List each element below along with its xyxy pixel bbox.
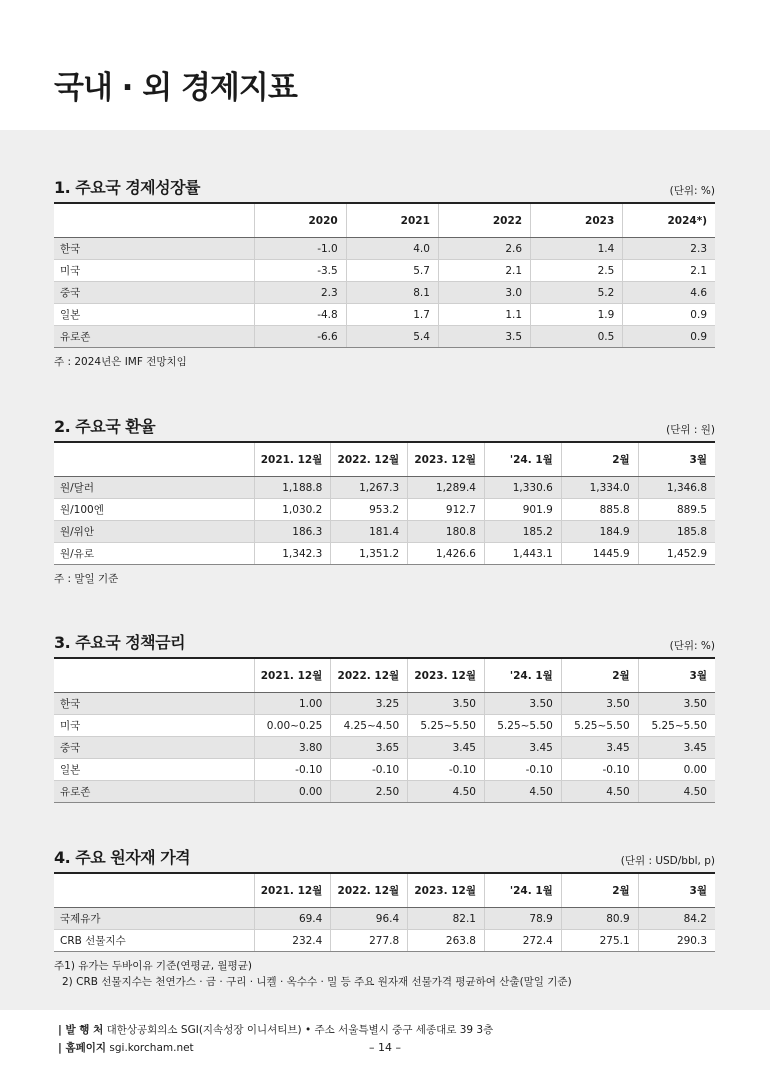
table-cell: 2.6	[438, 238, 530, 260]
unit-label: (단위 : 원)	[666, 424, 715, 436]
table-cell: 1,267.3	[331, 477, 408, 499]
footer-publisher: | 발 행 처 대한상공회의소 SGI(지속성장 이니셔티브) • 주소 서울특별시 중구 세종대로 39 3층	[58, 1024, 494, 1036]
table-cell: 186.3	[254, 521, 331, 543]
table-cell: 2.50	[331, 781, 408, 803]
table-header-row	[54, 442, 715, 477]
table-row	[54, 477, 715, 499]
table-cell: 5.25~5.50	[561, 715, 638, 737]
table-row	[54, 908, 715, 930]
table-cell: 889.5	[638, 499, 715, 521]
table-cell: 290.3	[638, 930, 715, 952]
table-header-row	[54, 873, 715, 908]
table-cell: 185.8	[638, 521, 715, 543]
table-cell: 0.00	[254, 781, 331, 803]
table-cell: 4.50	[408, 781, 485, 803]
table-cell: 84.2	[638, 908, 715, 930]
note-line: 주 : 2024년은 IMF 전망치임	[54, 356, 187, 368]
note-line: 주1) 유가는 두바이유 기준(연평균, 월평균)	[54, 960, 252, 972]
table-note	[54, 958, 715, 990]
row-label: 유로존	[54, 781, 254, 803]
table-cell: 181.4	[331, 521, 408, 543]
table-cell: 3.0	[438, 282, 530, 304]
row-label: 일본	[54, 304, 254, 326]
column-header: 2023	[531, 203, 623, 238]
page-number: – 14 –	[369, 1041, 401, 1054]
table-cell: 275.1	[561, 930, 638, 952]
data-table	[54, 441, 715, 565]
row-label: 원/달러	[54, 477, 254, 499]
table-cell: 4.50	[484, 781, 561, 803]
column-header: '24. 1월	[484, 442, 561, 477]
table-cell: 4.25~4.50	[331, 715, 408, 737]
table-cell: 0.5	[531, 326, 623, 348]
column-header: 3월	[638, 873, 715, 908]
section-title: 1. 주요국 경제성장률	[54, 178, 200, 197]
table-cell: 885.8	[561, 499, 638, 521]
column-header: 2020	[254, 203, 346, 238]
table-cell: 232.4	[254, 930, 331, 952]
table-cell: -0.10	[484, 759, 561, 781]
table-cell: -0.10	[408, 759, 485, 781]
table-cell: 4.50	[638, 781, 715, 803]
table-cell: -3.5	[254, 260, 346, 282]
table-cell: 4.0	[346, 238, 438, 260]
row-label: 국제유가	[54, 908, 254, 930]
table-cell: 1,030.2	[254, 499, 331, 521]
table-cell: 1,351.2	[331, 543, 408, 565]
data-table	[54, 657, 715, 803]
table-cell: 80.9	[561, 908, 638, 930]
column-header: 2월	[561, 873, 638, 908]
column-header: 3월	[638, 442, 715, 477]
column-header: 2023. 12월	[408, 873, 485, 908]
table-row	[54, 543, 715, 565]
table-cell: -0.10	[254, 759, 331, 781]
table-cell: -1.0	[254, 238, 346, 260]
row-label: 원/100엔	[54, 499, 254, 521]
section-growth-rate	[54, 176, 715, 370]
section-commodity-price	[54, 846, 715, 990]
table-cell: -0.10	[331, 759, 408, 781]
table-header-row	[54, 658, 715, 693]
table-cell: 1.9	[531, 304, 623, 326]
column-header	[54, 203, 254, 238]
column-header: 2023. 12월	[408, 658, 485, 693]
table-cell: 185.2	[484, 521, 561, 543]
table-cell: 69.4	[254, 908, 331, 930]
table-cell: 3.50	[638, 693, 715, 715]
row-label: 미국	[54, 260, 254, 282]
data-table	[54, 202, 715, 348]
section-header	[54, 846, 715, 868]
column-header: 2022. 12월	[331, 442, 408, 477]
table-row	[54, 499, 715, 521]
column-header: 2022. 12월	[331, 658, 408, 693]
unit-label: (단위: %)	[669, 185, 715, 197]
table-cell: 5.25~5.50	[638, 715, 715, 737]
column-header: 2023. 12월	[408, 442, 485, 477]
section-policy-rate	[54, 631, 715, 803]
table-cell: 3.45	[561, 737, 638, 759]
row-label: 중국	[54, 282, 254, 304]
section-title: 2. 주요국 환율	[54, 417, 156, 436]
table-cell: 1,188.8	[254, 477, 331, 499]
table-cell: 277.8	[331, 930, 408, 952]
table-cell: 1,330.6	[484, 477, 561, 499]
column-header: 3월	[638, 658, 715, 693]
table-cell: 180.8	[408, 521, 485, 543]
table-cell: 912.7	[408, 499, 485, 521]
table-cell: 263.8	[408, 930, 485, 952]
table-row	[54, 781, 715, 803]
table-cell: -4.8	[254, 304, 346, 326]
section-header	[54, 631, 715, 653]
column-header	[54, 658, 254, 693]
row-label: 미국	[54, 715, 254, 737]
note-line: 주 : 말일 기준	[54, 573, 119, 585]
table-cell: 5.25~5.50	[408, 715, 485, 737]
row-label: CRB 선물지수	[54, 930, 254, 952]
table-row	[54, 759, 715, 781]
table-cell: 1,289.4	[408, 477, 485, 499]
table-cell: -6.6	[254, 326, 346, 348]
page-title: 국내 · 외 경제지표	[54, 70, 297, 106]
table-cell: 1,426.6	[408, 543, 485, 565]
row-label: 원/위안	[54, 521, 254, 543]
column-header	[54, 873, 254, 908]
table-cell: 5.25~5.50	[484, 715, 561, 737]
table-cell: 1,346.8	[638, 477, 715, 499]
row-label: 일본	[54, 759, 254, 781]
section-exchange-rate	[54, 415, 715, 587]
column-header: 2021	[346, 203, 438, 238]
table-row	[54, 326, 715, 348]
table-cell: 96.4	[331, 908, 408, 930]
column-header: 2021. 12월	[254, 658, 331, 693]
table-cell: 2.1	[623, 260, 715, 282]
table-cell: 2.1	[438, 260, 530, 282]
table-row	[54, 693, 715, 715]
column-header: 2022. 12월	[331, 873, 408, 908]
table-row	[54, 282, 715, 304]
table-cell: 3.25	[331, 693, 408, 715]
table-cell: 5.2	[531, 282, 623, 304]
row-label: 한국	[54, 693, 254, 715]
note-line: 2) CRB 선물지수는 천연가스 · 금 · 구리 · 니켈 · 옥수수 · 밀 등 주요 원자재 선물가격 평균하여 산출(말일 기준)	[62, 976, 572, 988]
table-row	[54, 715, 715, 737]
table-cell: 1.7	[346, 304, 438, 326]
table-cell: 0.00	[638, 759, 715, 781]
section-header	[54, 415, 715, 437]
unit-label: (단위: %)	[669, 640, 715, 652]
table-cell: 3.65	[331, 737, 408, 759]
table-cell: 4.6	[623, 282, 715, 304]
column-header	[54, 442, 254, 477]
table-row	[54, 930, 715, 952]
table-cell: 901.9	[484, 499, 561, 521]
table-cell: 1,443.1	[484, 543, 561, 565]
table-cell: 2.3	[254, 282, 346, 304]
table-cell: 82.1	[408, 908, 485, 930]
table-cell: 3.50	[408, 693, 485, 715]
table-cell: 272.4	[484, 930, 561, 952]
column-header: '24. 1월	[484, 873, 561, 908]
data-table	[54, 872, 715, 952]
table-cell: 953.2	[331, 499, 408, 521]
table-cell: 184.9	[561, 521, 638, 543]
table-cell: 78.9	[484, 908, 561, 930]
table-cell: 5.4	[346, 326, 438, 348]
table-row	[54, 304, 715, 326]
table-cell: 3.45	[638, 737, 715, 759]
table-cell: 3.5	[438, 326, 530, 348]
row-label: 원/유로	[54, 543, 254, 565]
section-title: 4. 주요 원자재 가격	[54, 848, 191, 867]
column-header: 2021. 12월	[254, 442, 331, 477]
table-cell: 0.00~0.25	[254, 715, 331, 737]
footer-homepage: | 홈페이지 sgi.korcham.net	[58, 1042, 194, 1054]
row-label: 중국	[54, 737, 254, 759]
table-cell: 0.9	[623, 326, 715, 348]
table-cell: 5.7	[346, 260, 438, 282]
table-cell: 1.1	[438, 304, 530, 326]
section-title: 3. 주요국 정책금리	[54, 633, 186, 652]
table-cell: 3.50	[484, 693, 561, 715]
column-header: 2월	[561, 442, 638, 477]
unit-label: (단위 : USD/bbl, p)	[620, 855, 715, 867]
table-cell: 8.1	[346, 282, 438, 304]
column-header: 2월	[561, 658, 638, 693]
column-header: '24. 1월	[484, 658, 561, 693]
column-header: 2022	[438, 203, 530, 238]
section-header	[54, 176, 715, 198]
table-row	[54, 260, 715, 282]
table-row	[54, 238, 715, 260]
column-header: 2021. 12월	[254, 873, 331, 908]
table-cell: -0.10	[561, 759, 638, 781]
table-cell: 0.9	[623, 304, 715, 326]
row-label: 유로존	[54, 326, 254, 348]
table-cell: 1,452.9	[638, 543, 715, 565]
table-row	[54, 521, 715, 543]
row-label: 한국	[54, 238, 254, 260]
table-cell: 1,334.0	[561, 477, 638, 499]
table-cell: 1445.9	[561, 543, 638, 565]
table-cell: 2.5	[531, 260, 623, 282]
table-header-row	[54, 203, 715, 238]
table-cell: 3.45	[408, 737, 485, 759]
table-cell: 4.50	[561, 781, 638, 803]
table-cell: 1,342.3	[254, 543, 331, 565]
table-cell: 3.80	[254, 737, 331, 759]
table-row	[54, 737, 715, 759]
table-note	[54, 571, 715, 587]
table-cell: 3.50	[561, 693, 638, 715]
table-note	[54, 354, 715, 370]
column-header: 2024*)	[623, 203, 715, 238]
table-cell: 3.45	[484, 737, 561, 759]
table-cell: 1.4	[531, 238, 623, 260]
table-cell: 1.00	[254, 693, 331, 715]
table-cell: 2.3	[623, 238, 715, 260]
